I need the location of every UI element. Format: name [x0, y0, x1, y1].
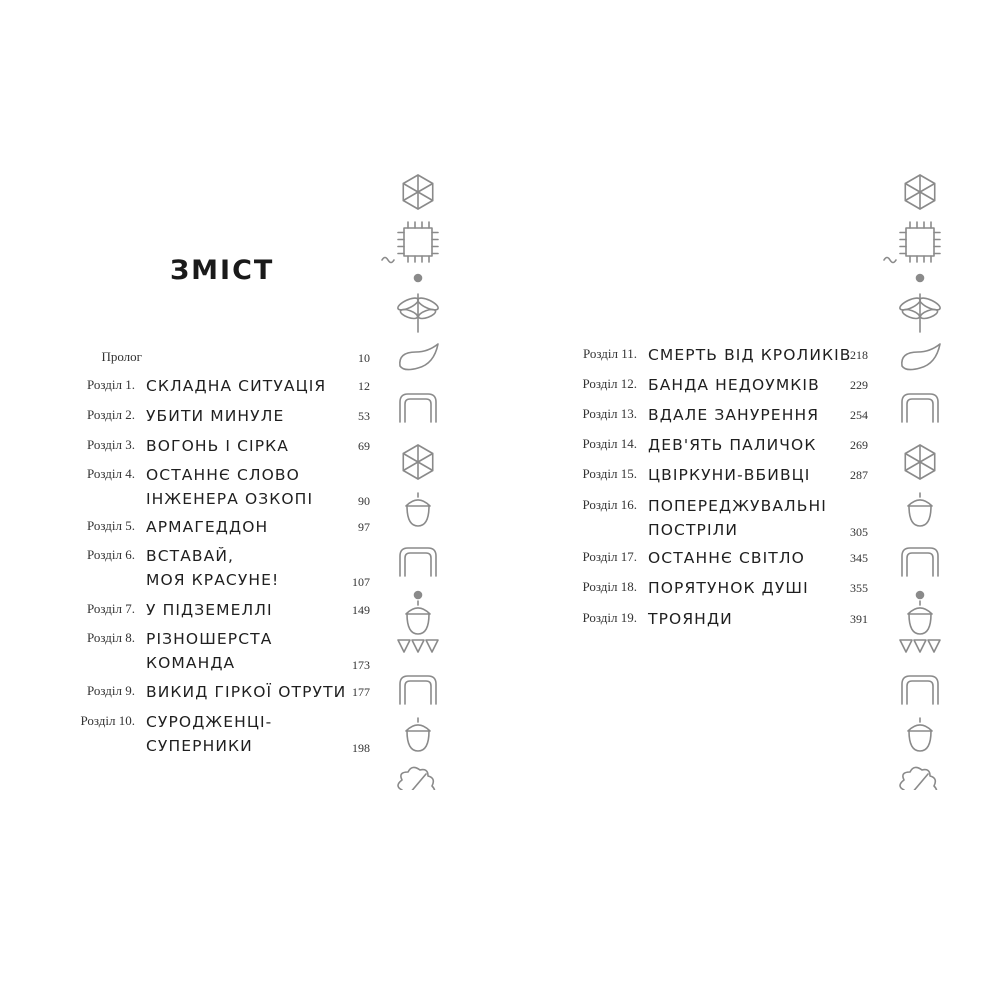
chapter-title — [648, 607, 733, 631]
chapter-label: Розділ 10. — [80, 713, 135, 728]
arch-icon — [902, 394, 938, 422]
chapter-label: Розділ 1. — [86, 377, 135, 392]
leaf-drop-icon — [902, 344, 940, 370]
page-number: 90 — [358, 494, 370, 508]
chapter-title — [146, 404, 284, 428]
page-number: 12 — [358, 379, 370, 393]
chapter-title-line: У ПІДЗЕМЕЛЛІ — [146, 601, 273, 619]
chapter-title-line: СМЕРТЬ ВІД КРОЛИКІВ — [648, 346, 852, 364]
chapter-title — [648, 373, 820, 397]
chapter-title — [648, 403, 819, 427]
page-number: 305 — [850, 525, 868, 539]
chapter-label: Розділ 17. — [582, 549, 637, 564]
page-number: 269 — [850, 438, 868, 452]
arch-icon — [902, 548, 938, 576]
page-number: 177 — [352, 685, 370, 699]
chapter-title — [146, 710, 272, 758]
chapter-title-line: АРМАГЕДДОН — [146, 518, 269, 536]
page-number: 198 — [352, 741, 370, 755]
chapter-title — [648, 546, 805, 570]
chapter-title-line: ПОРЯТУНОК ДУШІ — [648, 579, 809, 597]
hexagon-icon — [905, 175, 934, 209]
chapter-title — [648, 433, 816, 457]
microchip-icon — [398, 222, 438, 262]
chapter-label: Розділ 6. — [86, 547, 135, 562]
chapter-title-line: МОЯ КРАСУНЕ! — [146, 571, 280, 589]
chapter-label: Розділ 12. — [582, 376, 637, 391]
chapter-label: Розділ 2. — [86, 407, 135, 422]
chapter-title-line: СУРОДЖЕНЦІ- — [146, 713, 273, 731]
chapter-title-line: КОМАНДА — [146, 654, 236, 672]
oak-leaf-icon — [900, 767, 937, 790]
chapter-title-line: ВДАЛЕ ЗАНУРЕННЯ — [648, 406, 820, 424]
triangles-icon — [900, 640, 940, 652]
page-number: 391 — [850, 612, 868, 626]
chapter-title — [146, 598, 273, 622]
oak-leaf-icon — [398, 767, 435, 790]
triangles-icon — [398, 640, 438, 652]
chapter-title-line: ВСТАВАЙ, — [146, 547, 235, 565]
chapter-title-line: УБИТИ МИНУЛЕ — [146, 407, 285, 425]
squiggle-icon — [382, 258, 394, 263]
chapter-label: Розділ 15. — [582, 466, 637, 481]
page-number: 97 — [358, 520, 370, 534]
page-number: 345 — [850, 551, 868, 565]
chapter-title-line: ЦВІРКУНИ-ВБИВЦІ — [648, 466, 811, 484]
chapter-label: Розділ 5. — [86, 518, 135, 533]
chapter-title-line: ДЕВ'ЯТЬ ПАЛИЧОК — [648, 436, 817, 454]
page-number: 355 — [850, 581, 868, 595]
acorn-icon — [908, 601, 932, 634]
chapter-title-line: ТРОЯНДИ — [648, 610, 733, 628]
chapter-label: Розділ 18. — [582, 579, 637, 594]
chapter-label: Розділ 7. — [86, 601, 135, 616]
page-number: 149 — [352, 603, 370, 617]
chapter-title — [648, 576, 809, 600]
chapter-title — [648, 494, 827, 542]
chapter-title-line: ПОПЕРЕДЖУВАЛЬНІ — [648, 497, 827, 515]
acorn-icon — [406, 493, 430, 526]
hexagon-icon — [905, 445, 934, 479]
chapter-title-line: ВИКИД ГІРКОЇ ОТРУТИ — [146, 683, 347, 701]
dot-icon — [917, 592, 924, 599]
acorn-icon — [406, 601, 430, 634]
chapter-title-line: СУПЕРНИКИ — [146, 737, 253, 755]
page-number: 10 — [358, 351, 370, 365]
chapter-label: Пролог — [101, 349, 142, 364]
chapter-title-line: СКЛАДНА СИТУАЦІЯ — [146, 377, 327, 395]
dragonfly-icon — [396, 294, 439, 332]
arch-icon — [400, 394, 436, 422]
contents-title: ЗМІСТ — [170, 255, 275, 286]
ornament-strip-right — [880, 170, 960, 790]
arch-icon — [400, 676, 436, 704]
page-number: 229 — [850, 378, 868, 392]
chapter-title — [146, 434, 289, 458]
chapter-title — [146, 515, 268, 539]
dot-icon — [917, 275, 924, 282]
chapter-label: Розділ 14. — [582, 436, 637, 451]
chapter-label: Розділ 4. — [86, 466, 135, 481]
chapter-title — [648, 343, 852, 367]
chapter-label: Розділ 11. — [582, 346, 637, 361]
acorn-icon — [406, 718, 430, 751]
dot-icon — [415, 275, 422, 282]
chapter-title — [146, 680, 346, 704]
chapter-label: Розділ 19. — [582, 610, 637, 625]
hexagon-icon — [403, 445, 432, 479]
squiggle-icon — [884, 258, 896, 263]
page-number: 107 — [352, 575, 370, 589]
page-number: 254 — [850, 408, 868, 422]
page-number: 53 — [358, 409, 370, 423]
chapter-label: Розділ 9. — [86, 683, 135, 698]
arch-icon — [902, 676, 938, 704]
chapter-title — [146, 374, 326, 398]
chapter-title-line: ОСТАННЄ СЛОВО — [146, 466, 300, 484]
chapter-title — [648, 463, 810, 487]
chapter-title-line: ПОСТРІЛИ — [648, 521, 739, 539]
chapter-title — [146, 544, 279, 592]
chapter-label: Розділ 16. — [582, 497, 637, 512]
page-number: 218 — [850, 348, 868, 362]
page-number: 69 — [358, 439, 370, 453]
chapter-title-line: ВОГОНЬ І СІРКА — [146, 437, 289, 455]
chapter-title-line: БАНДА НЕДОУМКІВ — [648, 376, 820, 394]
hexagon-icon — [403, 175, 432, 209]
arch-icon — [400, 548, 436, 576]
chapter-title-line: ІНЖЕНЕРА ОЗКОПІ — [146, 490, 314, 508]
page-number: 173 — [352, 658, 370, 672]
chapter-title-line: ОСТАННЄ СВІТЛО — [648, 549, 805, 567]
acorn-icon — [908, 718, 932, 751]
chapter-title — [146, 463, 313, 511]
chapter-title-line: РІЗНОШЕРСТА — [146, 630, 273, 648]
page-number: 287 — [850, 468, 868, 482]
chapter-label: Розділ 13. — [582, 406, 637, 421]
leaf-drop-icon — [400, 344, 438, 370]
ornament-strip-left — [378, 170, 458, 790]
microchip-icon — [900, 222, 940, 262]
dot-icon — [415, 592, 422, 599]
chapter-label: Розділ 3. — [86, 437, 135, 452]
chapter-title — [146, 627, 272, 675]
acorn-icon — [908, 493, 932, 526]
dragonfly-icon — [898, 294, 941, 332]
chapter-label: Розділ 8. — [86, 630, 135, 645]
